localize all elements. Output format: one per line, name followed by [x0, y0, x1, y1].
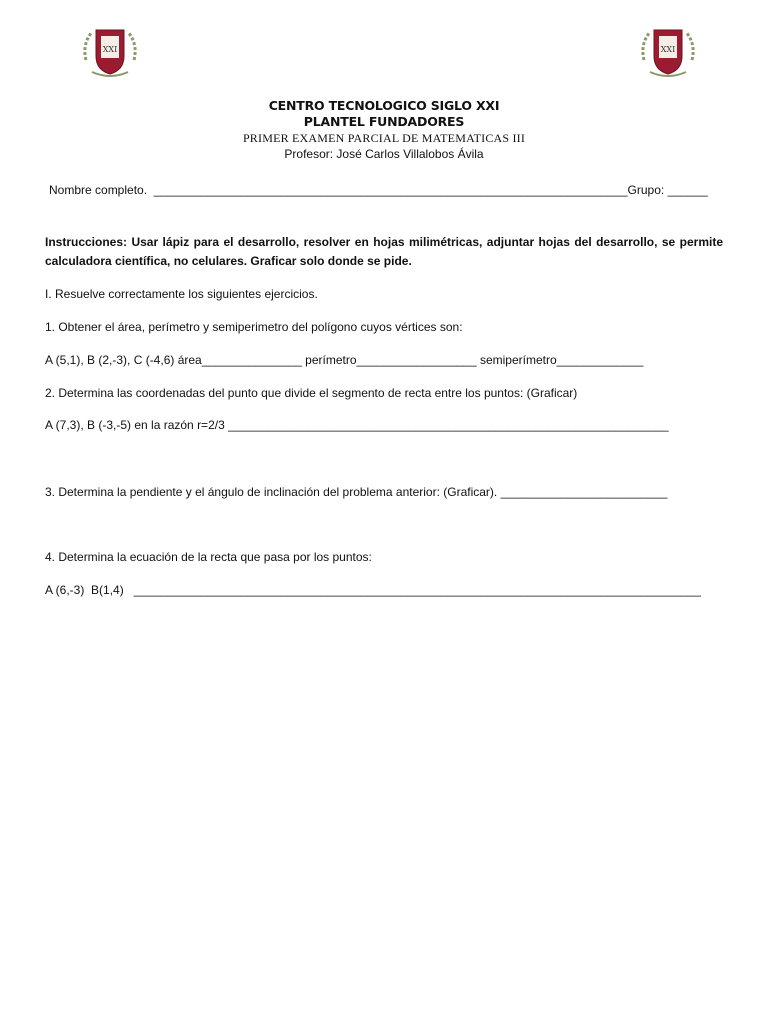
school-name: CENTRO TECNOLOGICO SIGLO XXI	[268, 98, 500, 113]
school-logo-right	[636, 22, 700, 82]
svg-text:XXI: XXI	[102, 45, 118, 54]
exam-header	[0, 98, 768, 162]
teacher-name: Profesor: José Carlos Villalobos Ávila	[284, 147, 484, 161]
svg-text:XXI: XXI	[660, 45, 676, 54]
problem-1-answer-line: A (5,1), B (2,-3), C (-4,6) área_______________ perímetro__________________ semiperímetro_____________	[45, 353, 644, 367]
school-logo-left	[78, 22, 142, 82]
problem-4-statement: 4. Determina la ecuación de la recta que pasa por los puntos:	[45, 550, 372, 564]
problem-4-answer-line: A (6,-3) B(1,4) _____________________________________________________________________________________	[45, 583, 701, 597]
problem-2-statement: 2. Determina las coordenadas del punto que divide el segmento de recta entre los puntos: (Graficar)	[45, 386, 578, 400]
exam-title: PRIMER EXAMEN PARCIAL DE MATEMATICAS III	[242, 131, 526, 145]
section-title: I. Resuelve correctamente los siguientes ejercicios.	[45, 287, 318, 301]
instructions: Instrucciones: Usar lápiz para el desarrollo, resolver en hojas milimétricas, adjuntar hojas del desarrollo, se permite calculadora científica, no celulares. Graficar solo donde se pide.	[45, 235, 723, 268]
problem-3-statement: 3. Determina la pendiente y el ángulo de inclinación del problema anterior: (Graficar). _________________________	[45, 485, 668, 499]
problem-1-statement: 1. Obtener el área, perímetro y semiperimetro del polígono cuyos vértices son:	[45, 320, 463, 334]
campus-name: PLANTEL FUNDADORES	[303, 114, 465, 129]
problem-2-answer-line: A (7,3), B (-3,-5) en la razón r=2/3 __________________________________________________________________	[45, 418, 669, 432]
student-name-line: Nombre completo. _______________________________________________________________________Grupo: ______	[49, 183, 708, 197]
